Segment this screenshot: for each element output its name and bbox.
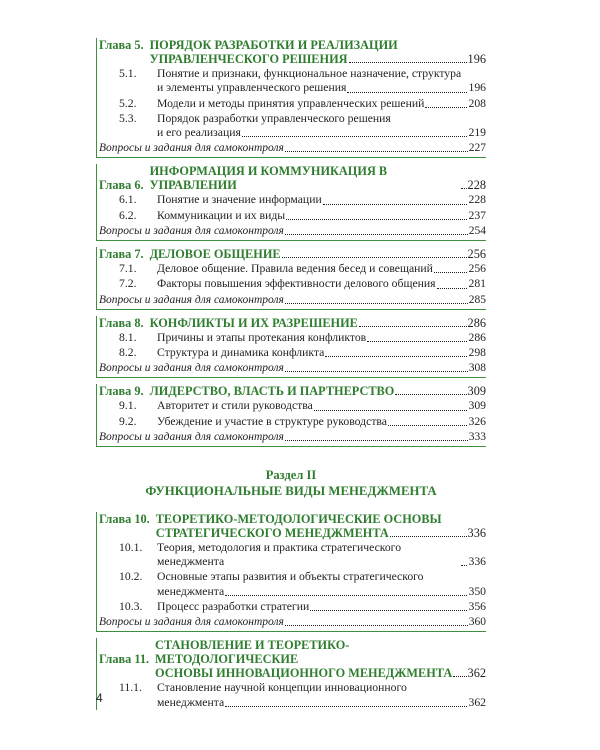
chapter-entry[interactable] — [96, 638, 486, 710]
section-number: 8.2. — [119, 345, 137, 359]
chapter-page: 362 — [467, 666, 486, 681]
section-entry[interactable] — [97, 681, 486, 710]
section-title-text: Факторы повышения эффективности делового общения — [157, 277, 436, 291]
leader-dots — [461, 187, 467, 189]
section-title-text: и его реализация — [157, 126, 241, 140]
section-title-line — [157, 262, 486, 276]
section-entry[interactable] — [97, 262, 486, 276]
section-title-text: Процесс разработки стратегии — [157, 600, 310, 614]
questions-page: 285 — [468, 293, 486, 306]
leader-dots — [285, 302, 468, 304]
chapter-title-text: СТРАТЕГИЧЕСКОГО МЕНЕДЖМЕНТА — [155, 525, 389, 540]
section-page: 309 — [468, 399, 486, 413]
leader-dots — [285, 150, 468, 152]
section-body — [147, 97, 486, 111]
section-body — [147, 331, 486, 345]
leader-dots — [461, 564, 467, 566]
self-check-questions[interactable] — [97, 615, 486, 629]
questions-text: Вопросы и задания для самоконтроля — [99, 616, 284, 629]
chapter-page: 309 — [467, 384, 486, 399]
section-title-line — [157, 81, 486, 95]
section-title-text: Деловое общение. Правила ведения бесед и совещаний — [157, 262, 433, 276]
section-page: 362 — [468, 695, 486, 709]
page-number: 4 — [96, 691, 103, 705]
section-page: 237 — [468, 208, 486, 222]
self-check-questions[interactable] — [97, 430, 486, 444]
section-title-line — [157, 209, 486, 223]
leader-dots — [347, 91, 467, 93]
chapter-label: Глава 9. — [99, 384, 144, 399]
chapter-title-text: ПОРЯДОК РАЗРАБОТКИ И РЕАЛИЗАЦИИ — [149, 38, 398, 52]
part-title: ФУНКЦИОНАЛЬНЫЕ ВИДЫ МЕНЕДЖМЕНТА — [145, 483, 437, 498]
section-title-text: менеджмента — [157, 695, 225, 709]
section-number: 9.2. — [119, 414, 137, 428]
chapter-title — [144, 316, 486, 330]
section-title-line — [157, 97, 486, 111]
section-title-text: Понятие и значение информации — [157, 193, 322, 207]
section-entry[interactable] — [97, 67, 486, 96]
section-title-text: Основные этапы развития и объекты стратегического — [157, 570, 424, 584]
chapter-page: 196 — [467, 52, 486, 66]
chapter-title-text: ОСНОВЫ ИННОВАЦИОННОГО МЕНЕДЖМЕНТА — [155, 666, 453, 681]
chapter-heading-line — [97, 52, 486, 66]
section-body — [147, 415, 486, 429]
section-page: 326 — [468, 414, 486, 428]
section-entry[interactable] — [97, 331, 486, 345]
chapter-title-text: УПРАВЛЕНЧЕСКОГО РЕШЕНИЯ — [149, 52, 348, 66]
section-entry[interactable] — [97, 346, 486, 360]
section-page: 286 — [468, 330, 486, 344]
chapter-heading-line — [97, 512, 486, 526]
section-title-text: Коммуникации и их виды — [157, 208, 286, 222]
chapter-page: 336 — [467, 525, 486, 540]
chapter-title-text: ДЕЛОВОЕ ОБЩЕНИЕ — [149, 247, 281, 262]
leader-dots — [395, 393, 466, 395]
section-title-line — [157, 585, 486, 599]
section-number: 5.2. — [119, 96, 137, 110]
chapter-title-text: ТЕОРЕТИКО-МЕТОДОЛОГИЧЕСКИЕ ОСНОВЫ — [155, 511, 442, 526]
chapter-rule — [96, 631, 486, 632]
chapter-entry[interactable] — [96, 38, 486, 158]
section-title-text: Модели и методы принятия управленческих решений — [157, 96, 425, 110]
section-title-text: Порядок разработки управленческого решения — [157, 111, 391, 125]
chapter-heading-line — [97, 316, 486, 330]
chapter-title-text: ЛИДЕРСТВО, ВЛАСТЬ И ПАРТНЕРСТВО — [149, 384, 395, 399]
section-title-line — [157, 696, 486, 710]
section-page: 350 — [468, 584, 486, 598]
part-number: Раздел II — [265, 467, 317, 482]
leader-dots — [388, 424, 467, 426]
section-number: 10.3. — [119, 600, 143, 614]
section-page: 356 — [468, 600, 486, 614]
leader-dots — [286, 218, 467, 220]
section-entry[interactable] — [97, 399, 486, 413]
section-entry[interactable] — [97, 600, 486, 614]
chapter-title — [149, 666, 486, 680]
self-check-questions[interactable] — [97, 224, 486, 238]
leader-dots — [282, 256, 467, 258]
chapter-title — [144, 247, 486, 261]
section-number: 10.2. — [119, 570, 143, 584]
section-entry[interactable] — [97, 541, 486, 570]
section-number: 10.1. — [119, 540, 143, 554]
section-title-text: Теория, методология и практика стратегического менеджмента — [157, 540, 402, 569]
section-title-line — [157, 277, 486, 291]
section-entry[interactable] — [97, 277, 486, 291]
section-number: 6.2. — [119, 208, 137, 222]
section-body — [147, 570, 486, 599]
questions-text: Вопросы и задания для самоконтроля — [99, 362, 284, 375]
leader-dots — [314, 409, 468, 411]
section-title-text: Структура и динамика конфликта — [157, 345, 325, 359]
section-body — [147, 262, 486, 276]
chapter-label: Глава 8. — [99, 315, 144, 330]
leader-dots — [323, 203, 468, 205]
leader-dots — [285, 439, 468, 441]
questions-page: 227 — [468, 142, 486, 155]
leader-dots — [285, 624, 468, 626]
chapter-title — [150, 526, 486, 540]
leader-dots — [310, 609, 467, 611]
chapter-rule — [96, 157, 486, 158]
section-title-text: Понятие и признаки, функциональное назначение, структура — [157, 67, 462, 80]
section-number: 7.2. — [119, 277, 137, 291]
leader-dots — [349, 61, 467, 63]
section-page: 196 — [468, 81, 486, 95]
section-title-text: Становление научной концепции инновационного — [157, 681, 407, 695]
chapter-title-text: ИНФОРМАЦИЯ И КОММУНИКАЦИЯ В УПРАВЛЕНИИ — [149, 164, 388, 193]
section-entry[interactable] — [97, 193, 486, 207]
section-body — [147, 209, 486, 223]
questions-text: Вопросы и задания для самоконтроля — [99, 142, 284, 155]
leader-dots — [425, 106, 467, 108]
section-number: 5.3. — [119, 111, 137, 125]
section-body — [147, 67, 486, 96]
questions-page: 360 — [468, 616, 486, 629]
leader-dots — [242, 135, 468, 137]
section-body — [147, 681, 486, 710]
leader-dots — [285, 233, 468, 235]
questions-page: 333 — [468, 430, 486, 443]
questions-text: Вопросы и задания для самоконтроля — [99, 225, 284, 238]
chapter-label: Глава 6. — [99, 178, 144, 193]
chapter-label: Глава 7. — [99, 247, 144, 262]
leader-dots — [359, 325, 467, 327]
section-title-text: менеджмента — [157, 584, 225, 598]
section-page: 256 — [468, 262, 486, 276]
chapter-entry[interactable] — [96, 512, 486, 632]
questions-page: 254 — [468, 225, 486, 238]
leader-dots — [225, 594, 467, 596]
section-title-line — [157, 415, 486, 429]
section-page: 336 — [468, 555, 486, 569]
chapter-rule — [96, 240, 486, 241]
chapter-title — [144, 52, 486, 66]
section-title-line — [157, 600, 486, 614]
part-heading — [96, 467, 486, 500]
section-page: 298 — [468, 345, 486, 359]
section-number: 5.1. — [119, 67, 137, 80]
chapter-page: 256 — [467, 247, 486, 262]
section-entry[interactable] — [97, 209, 486, 223]
chapter-rule — [96, 446, 486, 447]
self-check-questions[interactable] — [97, 361, 486, 375]
chapter-label: Глава 5. — [99, 38, 144, 52]
chapter-heading-line — [97, 164, 486, 192]
section-number: 7.1. — [119, 262, 137, 276]
chapter-rule — [96, 309, 486, 310]
section-entry[interactable] — [97, 97, 486, 111]
chapter-heading-line — [97, 247, 486, 261]
section-title-line — [157, 193, 486, 207]
chapter-entry[interactable] — [96, 316, 486, 379]
chapter-heading-line — [97, 638, 486, 666]
chapter-label: Глава 10. — [99, 511, 150, 526]
section-page: 219 — [468, 126, 486, 140]
section-entry[interactable] — [97, 415, 486, 429]
questions-page: 308 — [468, 362, 486, 375]
section-page: 281 — [468, 277, 486, 291]
section-title-line — [157, 126, 486, 140]
leader-dots — [367, 340, 467, 342]
leader-dots — [285, 370, 468, 372]
chapter-title — [144, 384, 486, 398]
chapter-rule — [96, 377, 486, 378]
section-number: 6.1. — [119, 193, 137, 207]
chapter-entry[interactable] — [96, 164, 486, 241]
section-entry[interactable] — [97, 112, 486, 141]
section-number: 8.1. — [119, 330, 137, 344]
questions-text: Вопросы и задания для самоконтроля — [99, 430, 284, 443]
self-check-questions[interactable] — [97, 141, 486, 155]
section-page: 228 — [468, 193, 486, 207]
leader-dots — [437, 287, 468, 289]
section-title-line — [157, 346, 486, 360]
chapter-title — [150, 512, 486, 526]
questions-text: Вопросы и задания для самоконтроля — [99, 293, 284, 306]
chapter-heading-line — [97, 38, 486, 52]
chapter-entry[interactable] — [96, 384, 486, 447]
section-title-text: Причины и этапы протекания конфликтов — [157, 330, 367, 344]
section-title-line — [157, 331, 486, 345]
leader-dots — [325, 355, 467, 357]
section-body — [147, 600, 486, 614]
self-check-questions[interactable] — [97, 293, 486, 307]
section-title-text: Убеждение и участие в структуре руководства — [157, 414, 387, 428]
chapter-title — [144, 164, 486, 192]
chapter-title-text: КОНФЛИКТЫ И ИХ РАЗРЕШЕНИЕ — [149, 315, 358, 330]
leader-dots — [225, 705, 467, 707]
section-title-line — [157, 541, 486, 570]
section-title-text: и элементы управленческого решения — [157, 81, 347, 95]
chapter-page: 228 — [467, 178, 486, 193]
chapter-title — [149, 638, 486, 666]
chapter-heading-line — [97, 526, 486, 540]
section-title-line — [157, 399, 486, 413]
section-body — [147, 541, 486, 570]
section-page: 208 — [468, 96, 486, 110]
chapter-label: Глава 11. — [99, 652, 150, 667]
section-body — [147, 346, 486, 360]
chapter-heading-line — [97, 384, 486, 398]
leader-dots — [453, 675, 466, 677]
chapter-entry[interactable] — [96, 247, 486, 310]
chapter-heading-line — [97, 666, 486, 680]
chapter-title-text: СТАНОВЛЕНИЕ И ТЕОРЕТИКО-МЕТОДОЛОГИЧЕСКИЕ — [155, 638, 350, 667]
leader-dots — [434, 271, 468, 273]
chapter-page: 286 — [467, 315, 486, 330]
section-number: 9.1. — [119, 399, 137, 413]
section-title-text: Авторитет и стили руководства — [157, 399, 313, 413]
section-body — [147, 112, 486, 141]
section-body — [147, 277, 486, 291]
section-body — [147, 399, 486, 413]
chapter-title — [144, 38, 486, 52]
section-entry[interactable] — [97, 570, 486, 599]
leader-dots — [390, 535, 467, 537]
section-body — [147, 193, 486, 207]
table-of-contents — [96, 38, 486, 716]
section-number: 11.1. — [119, 681, 142, 695]
